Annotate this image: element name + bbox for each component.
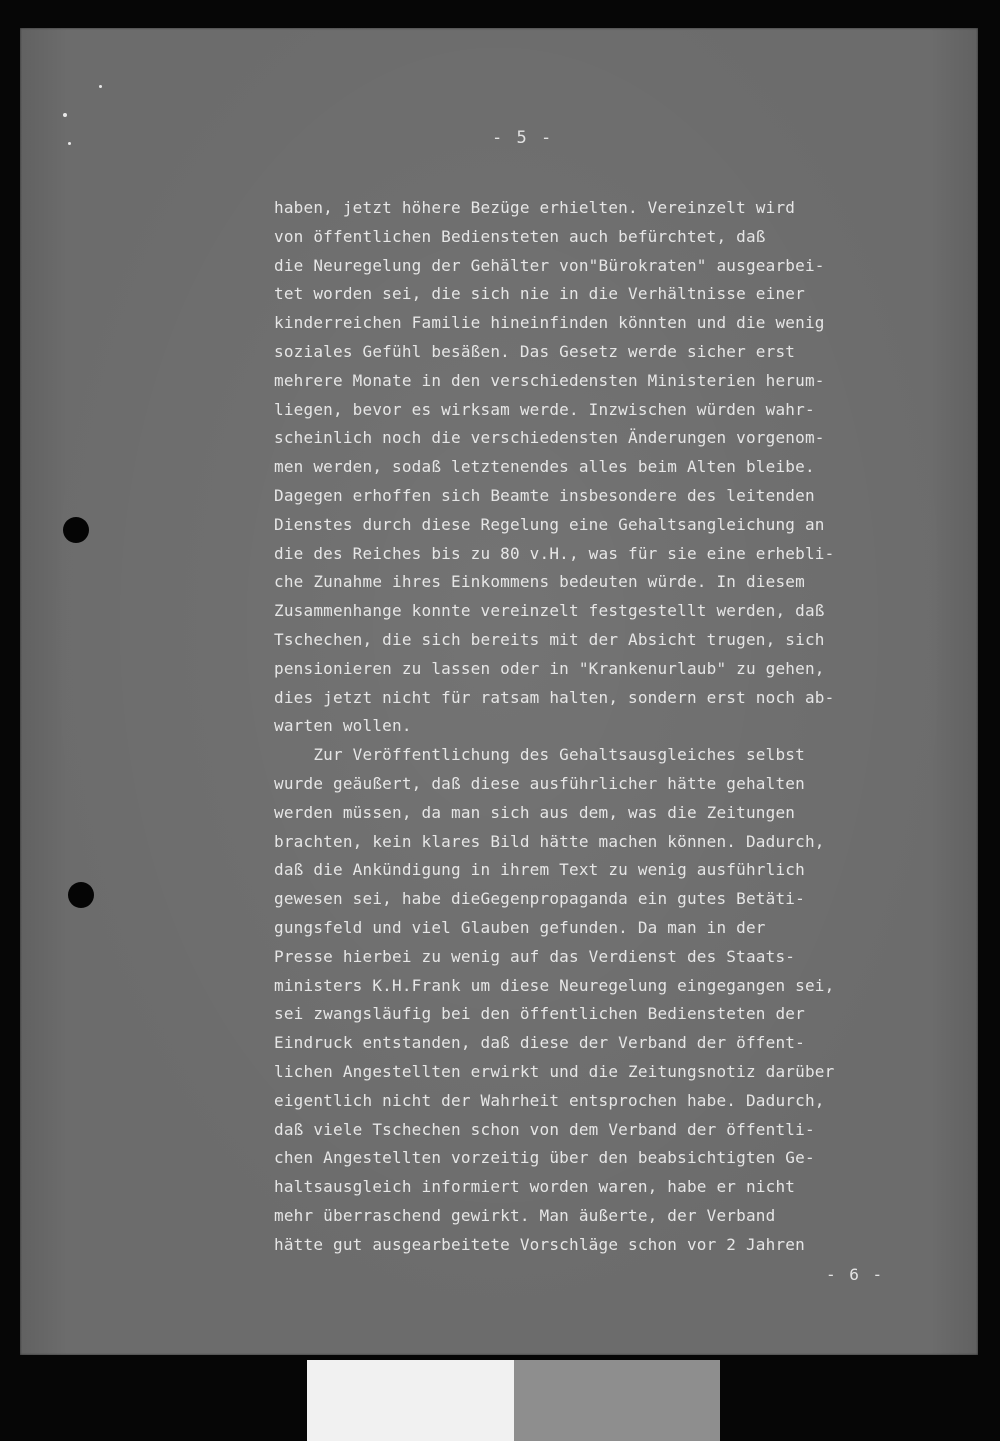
text-line: Zusammenhange konnte vereinzelt festgestellt werden, daß bbox=[274, 601, 825, 621]
punch-hole-lower bbox=[68, 882, 94, 908]
page-number: - 5 - bbox=[492, 128, 554, 148]
dust-speck bbox=[63, 113, 67, 117]
text-line: von öffentlichen Bediensteten auch befürchtet, daß bbox=[274, 226, 766, 246]
gray-reference-card bbox=[514, 1360, 720, 1441]
text-line: sei zwangsläufig bei den öffentlichen Bediensteten der bbox=[274, 1004, 805, 1024]
text-line: wurde geäußert, daß diese ausführlicher hätte gehalten bbox=[274, 773, 805, 793]
text-line: mehrere Monate in den verschiedensten Ministerien herum- bbox=[274, 370, 825, 390]
text-line: dies jetzt nicht für ratsam halten, sondern erst noch ab- bbox=[274, 687, 835, 707]
text-line: ministers K.H.Frank um diese Neuregelung eingegangen sei, bbox=[274, 975, 835, 995]
text-line: warten wollen. bbox=[274, 716, 412, 736]
text-line: gungsfeld und viel Glauben gefunden. Da man in der bbox=[274, 917, 766, 937]
text-line: che Zunahme ihres Einkommens bedeuten würde. In diesem bbox=[274, 572, 805, 592]
text-line: hätte gut ausgearbeitete Vorschläge schon vor 2 Jahren bbox=[274, 1234, 805, 1254]
text-line: men werden, sodaß letztenendes alles beim Alten bleibe. bbox=[274, 457, 815, 477]
text-line: haltsausgleich informiert worden waren, habe er nicht bbox=[274, 1177, 796, 1197]
text-line: daß viele Tschechen schon von dem Verband der öffentli- bbox=[274, 1119, 815, 1139]
text-line: Zur Veröffentlichung des Gehaltsausgleiches selbst bbox=[274, 745, 805, 765]
next-page-marker: - 6 - bbox=[826, 1265, 885, 1284]
dust-speck bbox=[68, 142, 71, 145]
text-line: Dagegen erhoffen sich Beamte insbesondere des leitenden bbox=[274, 485, 815, 505]
text-line: lichen Angestellten erwirkt und die Zeitungsnotiz darüber bbox=[274, 1061, 835, 1081]
text-line: die Neuregelung der Gehälter von"Bürokraten" ausgearbei- bbox=[274, 255, 825, 275]
text-line: scheinlich noch die verschiedensten Änderungen vorgenom- bbox=[274, 428, 825, 448]
text-line: die des Reiches bis zu 80 v.H., was für sie eine erhebli- bbox=[274, 543, 835, 563]
text-line: chen Angestellten vorzeitig über den beabsichtigten Ge- bbox=[274, 1148, 815, 1168]
text-line: mehr überraschend gewirkt. Man äußerte, der Verband bbox=[274, 1205, 776, 1225]
archive-label-strip bbox=[307, 1360, 514, 1441]
text-line: gewesen sei, habe dieGegenpropaganda ein gutes Betäti- bbox=[274, 889, 805, 909]
text-line: Tschechen, die sich bereits mit der Absicht trugen, sich bbox=[274, 629, 825, 649]
text-line: Presse hierbei zu wenig auf das Verdienst des Staats- bbox=[274, 946, 796, 966]
text-line: Dienstes durch diese Regelung eine Gehaltsangleichung an bbox=[274, 514, 825, 534]
text-line: tet worden sei, die sich nie in die Verhältnisse einer bbox=[274, 284, 805, 304]
text-line: Eindruck entstanden, daß diese der Verband der öffent- bbox=[274, 1033, 805, 1053]
dust-speck bbox=[99, 85, 102, 88]
text-line: kinderreichen Familie hineinfinden könnten und die wenig bbox=[274, 313, 825, 333]
text-line: haben, jetzt höhere Bezüge erhielten. Vereinzelt wird bbox=[274, 198, 796, 217]
text-line: pensionieren zu lassen oder in "Krankenurlaub" zu gehen, bbox=[274, 658, 825, 678]
text-line: eigentlich nicht der Wahrheit entsprochen habe. Dadurch, bbox=[274, 1090, 825, 1110]
text-line: brachten, kein klares Bild hätte machen können. Dadurch, bbox=[274, 831, 825, 851]
body-text bbox=[274, 194, 954, 1259]
text-line: daß die Ankündigung in ihrem Text zu wenig ausführlich bbox=[274, 860, 805, 880]
typewritten-sheet bbox=[20, 28, 978, 1355]
punch-hole-upper bbox=[63, 517, 89, 543]
text-line: werden müssen, da man sich aus dem, was die Zeitungen bbox=[274, 802, 796, 822]
text-line: soziales Gefühl besäßen. Das Gesetz werde sicher erst bbox=[274, 341, 796, 361]
text-line: liegen, bevor es wirksam werde. Inzwischen würden wahr- bbox=[274, 399, 815, 419]
